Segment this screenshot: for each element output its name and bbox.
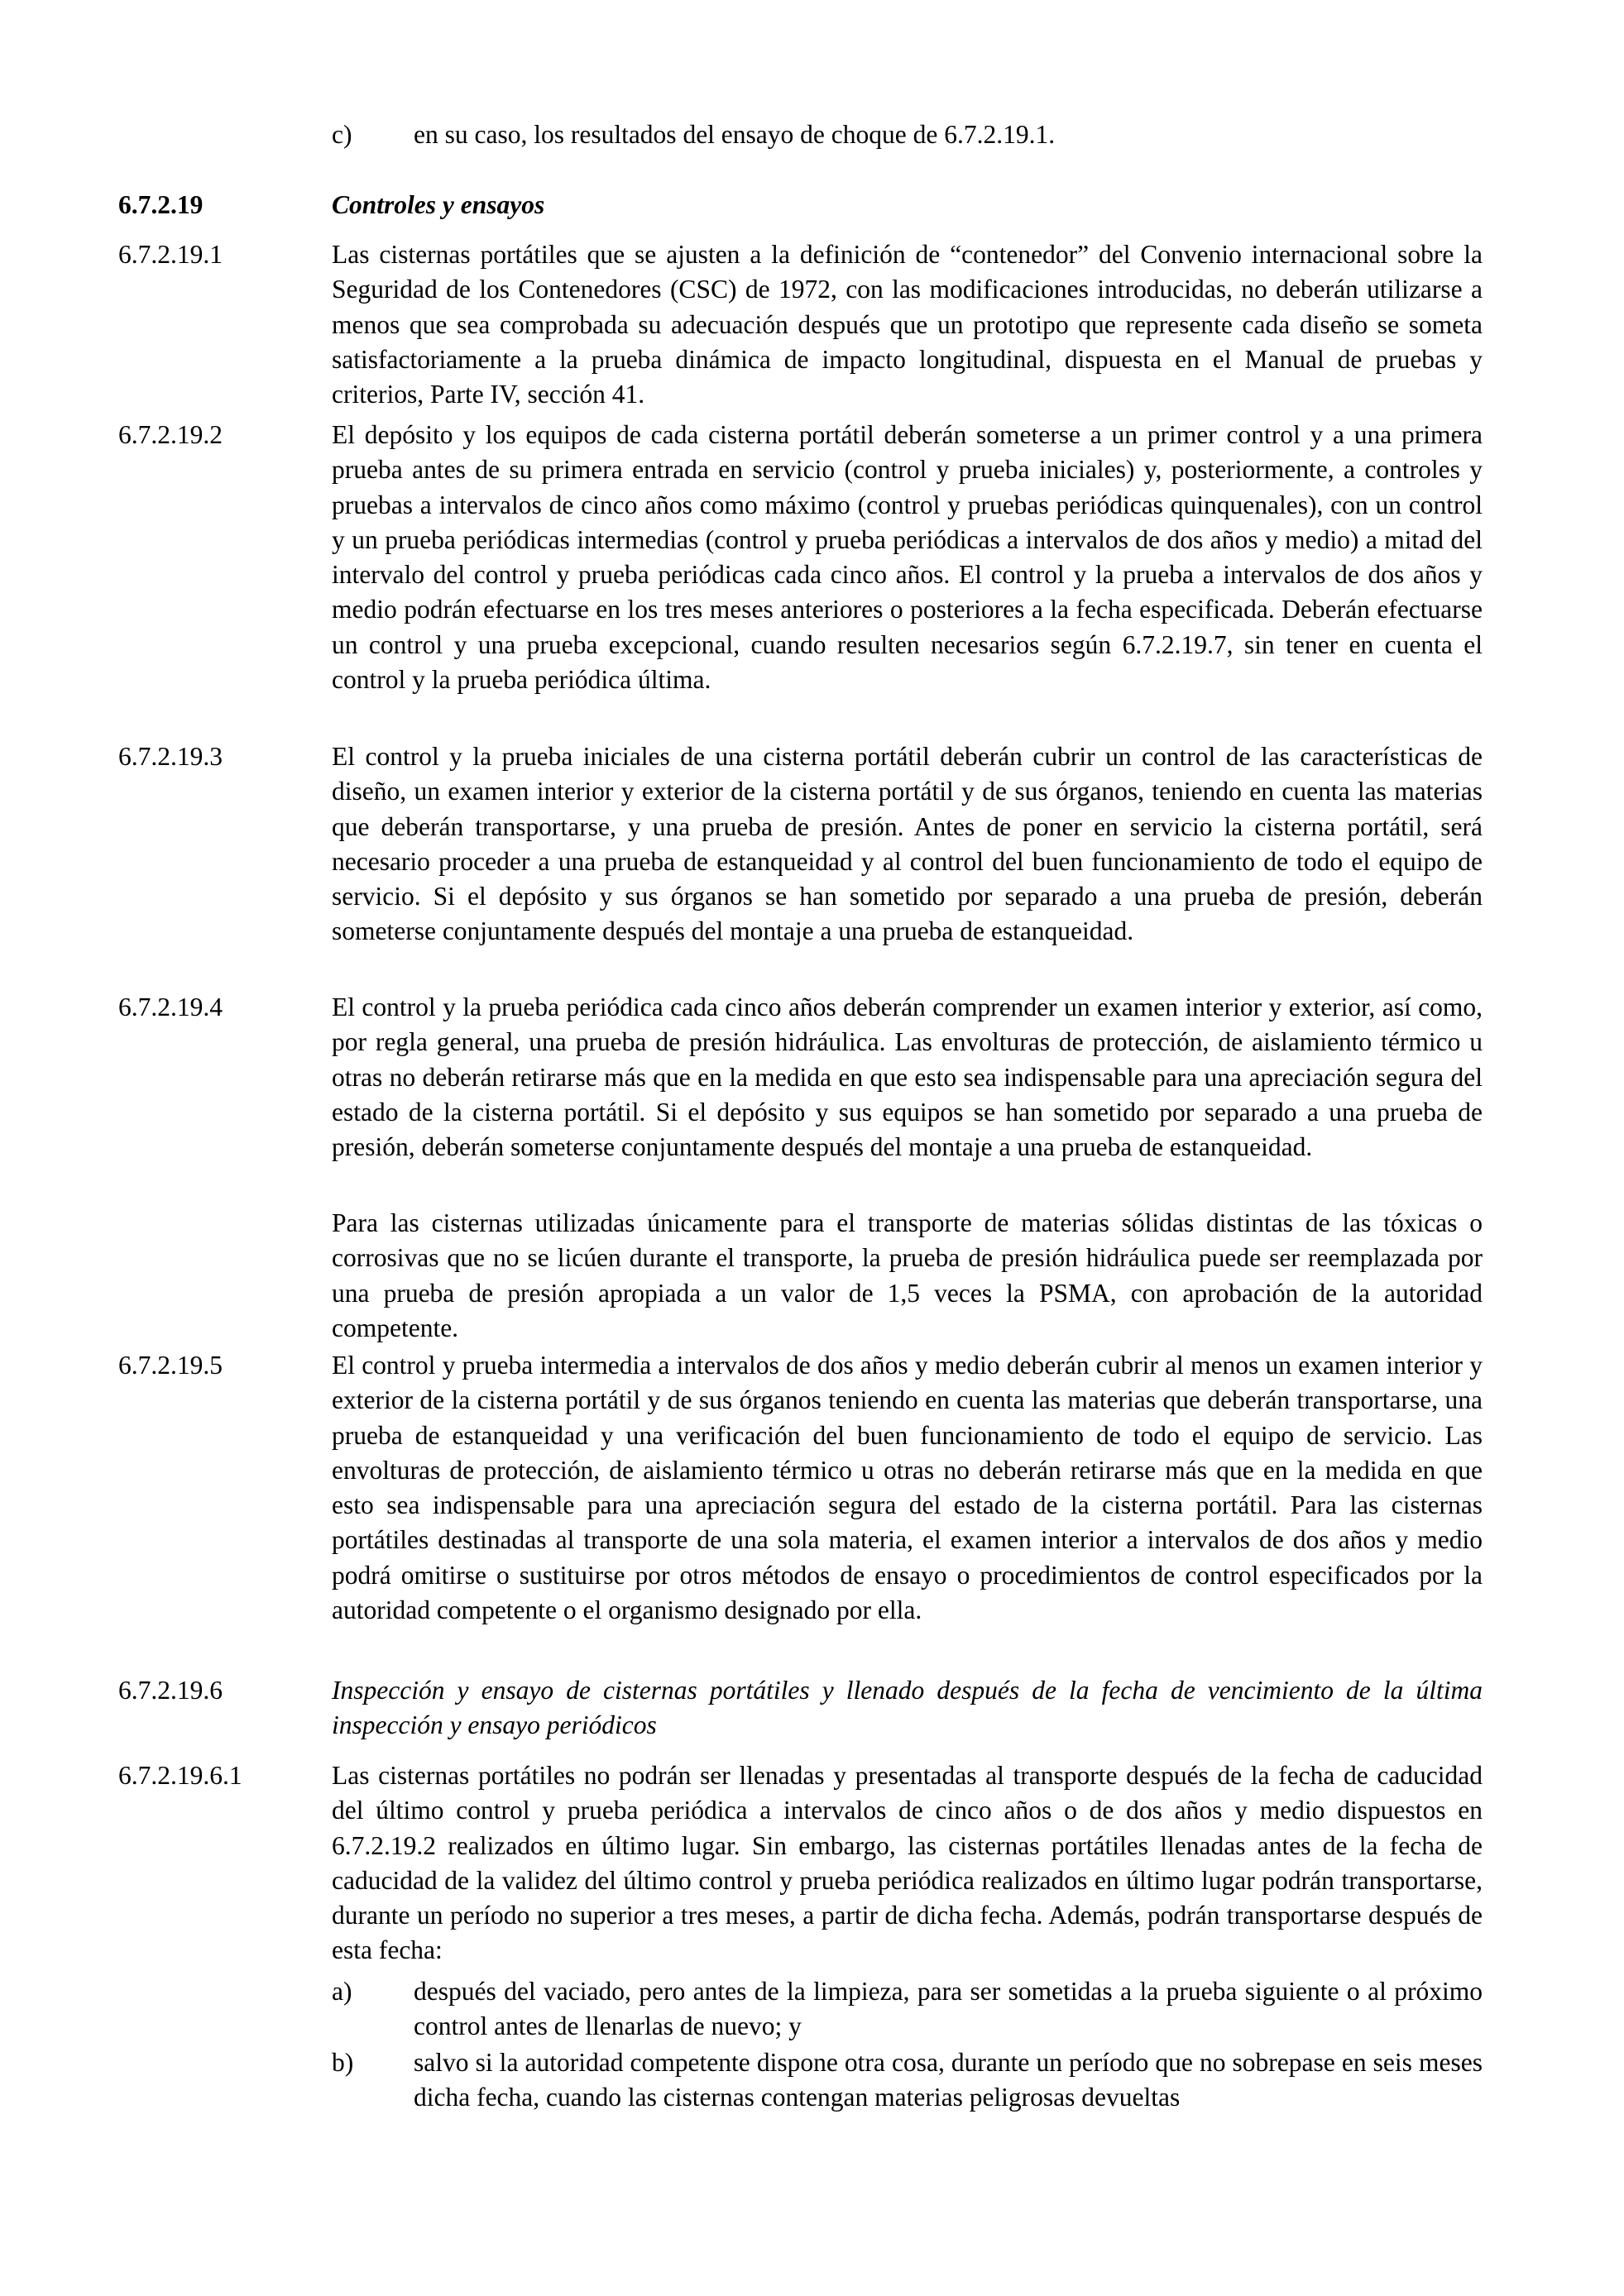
paragraph-6-7-2-19-1 (118, 237, 1483, 412)
paragraph-6-7-2-19-6-1 (118, 1758, 1483, 1968)
paragraph-number: 6.7.2.19.3 (118, 742, 223, 771)
paragraph-text: El control y prueba intermedia a intervalos de dos años y medio deberán cubrir al menos un examen interior y exterior de la cisterna portátil y de sus órganos teniendo en cuenta las materias que deberán transportarse, una prueba de estanqueidad y una verificación del buen funcionamiento de todo el equipo de servicio. Las envolturas de protección, de aislamiento térmico u otras no deberán retirarse más que en la medida en que esto sea indispensable para una apreciación segura del estado de la cisterna portátil. Para las cisternas portátiles destinadas al transporte de una sola materia, el examen interior a intervalos de dos años y medio podrá omitirse o sustituirse por otros métodos de ensayo o procedimientos de control especificados por la autoridad competente o el organismo designado por ella. (332, 1351, 1483, 1625)
paragraph-text: El control y la prueba iniciales de una cisterna portátil deberán cubrir un control de las características de diseño, un examen interior y exterior de la cisterna portátil y de sus órganos, teniendo en cuenta las materias que deberán transportarse, y una prueba de presión. Antes de poner en servicio la cisterna portátil, será necesario proceder a una prueba de estanqueidad y al control del buen funcionamiento de todo el equipo de servicio. Si el depósito y sus órganos se han sometido por separado a una prueba de presión, deberán someterse conjuntamente después del montaje a una prueba de estanqueidad. (332, 742, 1483, 946)
paragraph-6-7-2-19-6 (118, 1673, 1483, 1744)
list-item-text: en su caso, los resultados del ensayo de choque de 6.7.2.19.1. (414, 120, 1056, 149)
list-marker: a) (332, 1977, 352, 2006)
paragraph-6-7-2-19-5 (118, 1348, 1483, 1628)
list-item-text: después del vaciado, pero antes de la limpieza, para ser sometidas a la prueba siguiente o al próximo control antes de llenarlas de nuevo; y (414, 1977, 1483, 2041)
heading-title: Controles y ensayos (332, 190, 545, 219)
paragraph-number: 6.7.2.19.1 (118, 240, 223, 269)
list-item-text: salvo si la autoridad competente dispone otra cosa, durante un período que no sobrepase en seis meses dicha fecha, cuando las cisternas contengan materias peligrosas devueltas (414, 2048, 1483, 2112)
paragraph-text: El depósito y los equipos de cada cisterna portátil deberán someterse a un primer control y a una primera prueba antes de su primera entrada en servicio (control y prueba iniciales) y, posteriormente, a controles y pruebas a intervalos de cinco años como máximo (control y pruebas periódicas quinquenales), con un control y un prueba periódicas intermedias (control y prueba periódicas a intervalos de dos años y medio) a mitad del intervalo del control y prueba periódicas cada cinco años. El control y la prueba a intervalos de dos años y medio podrán efectuarse en los tres meses anteriores o posteriores a la fecha especificada. Deberán efectuarse un control y una prueba excepcional, cuando resulten necesarios según 6.7.2.19.7, sin tener en cuenta el control y la prueba periódica última. (332, 420, 1483, 695)
paragraph-number: 6.7.2.19.4 (118, 993, 223, 1021)
list-item-b (332, 2045, 1483, 2116)
paragraph-text: Las cisternas portátiles no podrán ser llenadas y presentadas al transporte después de la fecha de caducidad del último control y prueba periódica a intervalos de cinco años o de dos años y medio dispuestos en 6.7.2.19.2 realizados en último lugar. Sin embargo, las cisternas portátiles llenadas antes de la fecha de caducidad de la validez del último control y prueba periódica realizados en último lugar podrán transportarse, durante un período no superior a tres meses, a partir de dicha fecha. Además, podrán transportarse después de esta fecha: (332, 1761, 1483, 1965)
paragraph-6-7-2-19-2 (118, 418, 1483, 697)
list-marker: b) (332, 2048, 354, 2077)
paragraph-number: 6.7.2.19.6.1 (118, 1761, 242, 1790)
paragraph-number: 6.7.2.19.6 (118, 1676, 223, 1705)
paragraph-6-7-2-19-4 (118, 990, 1483, 1165)
paragraph-number: 6.7.2.19.5 (118, 1351, 223, 1380)
paragraph-text: El control y la prueba periódica cada cinco años deberán comprender un examen interior y exterior, así como, por regla general, una prueba de presión hidráulica. Las envolturas de protección, de aislamiento térmico u otras no deberán retirarse más que en la medida en que esto sea indispensable para una apreciación segura del estado de la cisterna portátil. Si el depósito y sus equipos se han sometido por separado a una prueba de presión, deberán someterse conjuntamente después del montaje a una prueba de estanqueidad. (332, 993, 1483, 1162)
paragraph-text: Las cisternas portátiles que se ajusten a la definición de “contenedor” del Convenio internacional sobre la Seguridad de los Contenedores (CSC) de 1972, con las modificaciones introducidas, no deberán utilizarse a menos que sea comprobada su adecuación después que un prototipo que represente cada diseño se someta satisfactoriamente a la prueba dinámica de impacto longitudinal, dispuesta en el Manual de pruebas y criterios, Parte IV, sección 41. (332, 240, 1483, 409)
list-marker: c) (332, 120, 352, 149)
heading-number: 6.7.2.19 (118, 190, 204, 219)
paragraph-number: 6.7.2.19.2 (118, 420, 223, 449)
list-item-a (332, 1974, 1483, 2045)
section-heading (118, 188, 1483, 222)
paragraph-title: Inspección y ensayo de cisternas portátiles y llenado después de la fecha de vencimiento de la última inspección y ensayo periódicos (332, 1676, 1483, 1740)
list-item-c (332, 117, 1483, 152)
paragraph-6-7-2-19-4-continuation: Para las cisternas utilizadas únicamente para el transporte de materias sólidas distintas de las tóxicas o corrosivas que no se licúen durante el transporte, la prueba de presión hidráulica puede ser reemplazada por una prueba de presión apropiada a un valor de 1,5 veces la PSMA, con aprobación de la autoridad competente. (332, 1208, 1483, 1342)
paragraph-6-7-2-19-3 (118, 739, 1483, 949)
